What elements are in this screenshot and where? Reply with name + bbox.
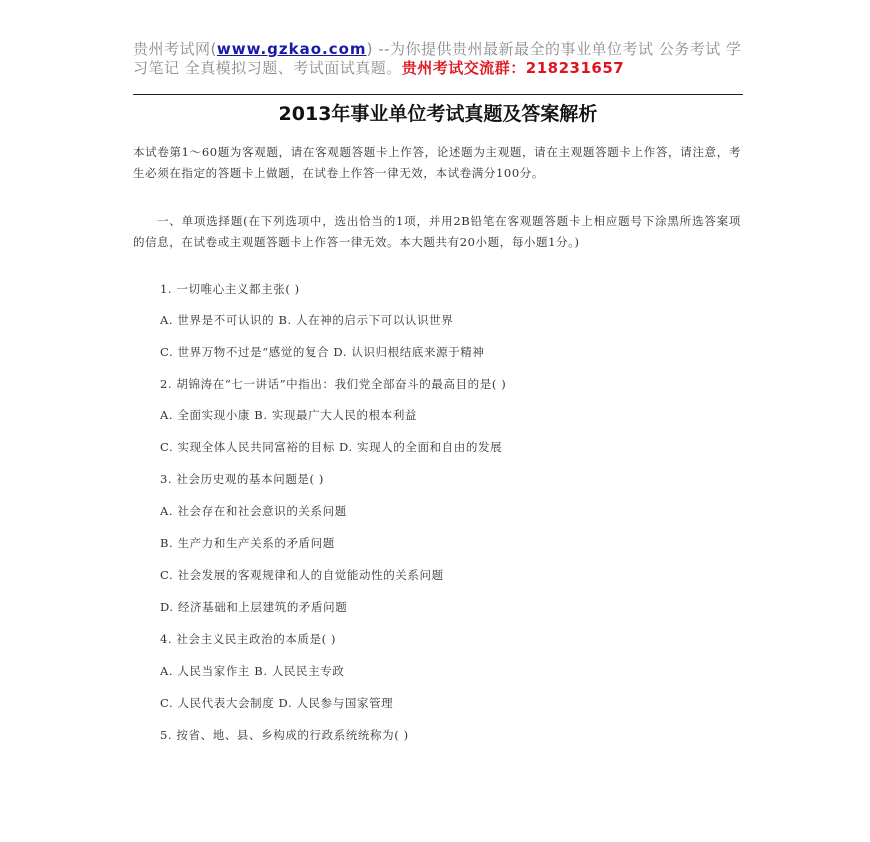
question-2-options-cd: C. 实现全体人民共同富裕的目标 D. 实现人的全面和自由的发展 <box>160 440 503 454</box>
page-title: 2013年事业单位考试真题及答案解析 <box>278 103 598 125</box>
question-2: 2. 胡锦涛在“七一讲话”中指出：我们党全部奋斗的最高目的是( ) <box>160 377 507 391</box>
question-3-option-a: A. 社会存在和社会意识的关系问题 <box>160 504 347 518</box>
question-4-options-ab: A. 人民当家作主 B. 人民民主专政 <box>160 664 345 678</box>
question-1-options-ab: A. 世界是不可认识的 B. 人在神的启示下可以认识世界 <box>160 313 454 327</box>
question-2-options-ab: A. 全面实现小康 B. 实现最广大人民的根本利益 <box>160 408 418 422</box>
site-header <box>133 40 743 78</box>
site-link[interactable]: www.gzkao.com <box>216 40 367 58</box>
qq-group-label: 贵州考试交流群：218231657 <box>401 59 625 77</box>
question-4-options-cd: C. 人民代表大会制度 D. 人民参与国家管理 <box>160 696 394 710</box>
header-divider <box>133 94 743 95</box>
header-prefix: 贵州考试网( <box>133 40 217 58</box>
question-4: 4. 社会主义民主政治的本质是( ) <box>160 632 337 646</box>
question-3-option-b: B. 生产力和生产关系的矛盾问题 <box>160 536 335 550</box>
header-suffix: ) --为你提供贵州最新最全的事业单位考试 公务考试 学习笔记 全真模拟习题、考试面试真题。 <box>133 40 742 77</box>
intro-paragraph: 本试卷第1～60题为客观题，请在客观题答题卡上作答，论述题为主观题，请在主观题答题卡上作答，请注意，考生必须在指定的答题卡上做题，在试卷上作答一律无效，本试卷满分100分。 <box>133 145 741 180</box>
question-1-options-cd: C. 世界万物不过是“感觉的复合 D. 认识归根结底来源于精神 <box>160 345 485 359</box>
question-3-option-c: C. 社会发展的客观规律和人的自觉能动性的关系问题 <box>160 568 444 582</box>
question-3-option-d: D. 经济基础和上层建筑的矛盾问题 <box>160 600 348 614</box>
section-heading: 一、单项选择题(在下列选项中，选出恰当的1项，并用2B铅笔在客观题答题卡上相应题号下涂黑所选答案项的信息，在试卷或主观题答题卡上作答一律无效。本大题共有20小题，每小题1分。) <box>133 214 741 249</box>
question-1: 1. 一切唯心主义都主张( ) <box>160 282 300 296</box>
question-3: 3. 社会历史观的基本问题是( ) <box>160 472 324 486</box>
question-5: 5. 按省、地、县、乡构成的行政系统统称为( ) <box>160 728 409 742</box>
